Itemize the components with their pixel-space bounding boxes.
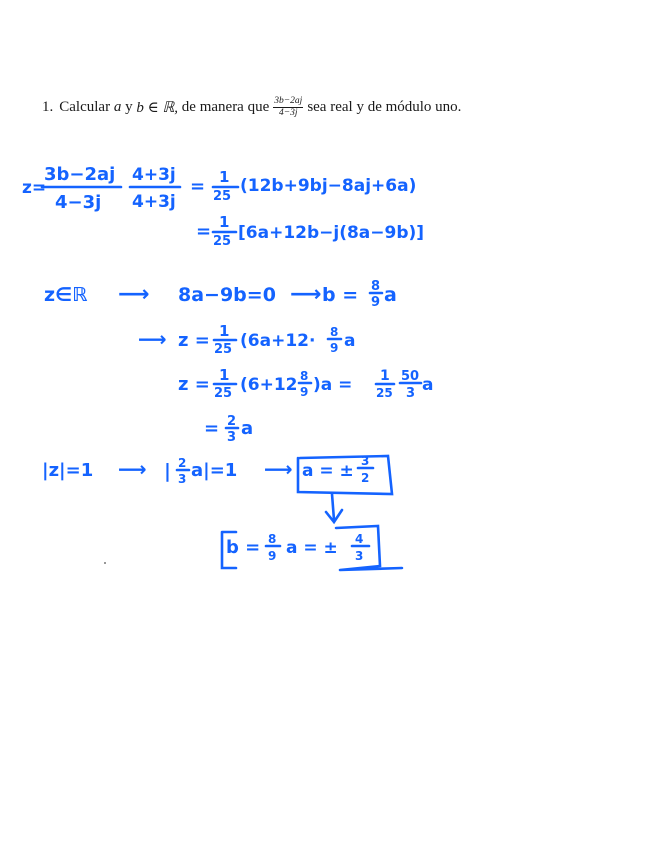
hw-b-frac-den: 9 — [371, 295, 381, 310]
hw-coef4-den: 25 — [214, 386, 233, 401]
hw-z-lhs: z= — [22, 178, 47, 198]
hw-a-3: a — [241, 418, 254, 439]
hw-mod-three: 3 — [178, 472, 187, 486]
hw-mod-open: | — [164, 460, 171, 482]
hw-arrow-2: ⟶ — [290, 282, 322, 307]
hw-frac1-num: 3b−2aj — [44, 164, 116, 185]
hw-frac-8-num-1: 8 — [330, 325, 339, 339]
hw-frac-9-den-1: 9 — [330, 341, 339, 355]
hw-frac-50-den: 3 — [406, 386, 416, 401]
hw-arrow-1: ⟶ — [118, 282, 150, 307]
hw-b-res-mid: a = ± — [286, 538, 338, 558]
hw-arrow-5: ⟶ — [264, 457, 293, 481]
hw-mod-eq: |z|=1 — [42, 460, 94, 481]
problem-text-before: Calcular — [59, 99, 111, 115]
hw-expr3: (6a+12· — [240, 331, 316, 351]
hw-coef3-den: 25 — [214, 342, 233, 357]
problem-fraction-numerator: 3b−2aj — [274, 96, 303, 106]
hw-frac2-num: 4+3j — [132, 165, 176, 185]
hw-a-result: a = ± — [302, 461, 354, 481]
stray-dot — [104, 562, 106, 564]
hw-coef5-den: 25 — [376, 386, 393, 400]
problem-var-b-set: b ∈ ℝ, — [136, 100, 179, 116]
hw-b-res-8: 8 — [268, 532, 277, 546]
hw-coef5-num: 1 — [380, 368, 390, 384]
hw-real-cond: z∈ℝ — [44, 284, 88, 306]
hw-frac-9-den-2: 9 — [300, 385, 309, 399]
hw-coef4-num: 1 — [219, 366, 230, 384]
hw-arrow-3: ⟶ — [138, 327, 167, 351]
hw-frac-50-num: 50 — [401, 369, 420, 384]
hw-mod-two: 2 — [178, 456, 187, 470]
hw-eq-2: = — [196, 221, 212, 242]
problem-text-middle: de manera que — [181, 99, 270, 115]
problem-var-a: a — [113, 99, 122, 115]
hw-coef2-den: 25 — [213, 234, 232, 249]
hw-expr4-open: (6+12 — [240, 375, 298, 395]
hw-a-res-den: 2 — [361, 471, 370, 485]
hw-mod-close: a|=1 — [191, 460, 238, 481]
hw-eq-1: = — [190, 176, 206, 197]
hw-z-eq-1: z = — [178, 330, 210, 351]
hw-coef1-den: 25 — [213, 189, 232, 204]
hw-coef2-num: 1 — [219, 213, 230, 231]
problem-fraction-denominator: 4−3j — [279, 108, 298, 118]
hw-b-eq: b = — [322, 284, 359, 306]
hw-b-res-num: 4 — [355, 532, 364, 546]
hw-a-2: a — [422, 375, 434, 395]
problem-text-after: sea real y de módulo uno. — [307, 99, 462, 115]
hw-frac1-den: 4−3j — [55, 192, 102, 213]
hw-b-res-den: 3 — [355, 549, 364, 563]
hw-a-1: a — [344, 331, 356, 351]
b-result-box — [336, 526, 402, 570]
down-arrow — [326, 494, 342, 522]
hw-expr2: [6a+12b−j(8a−9b)] — [238, 223, 425, 243]
hw-b-frac-num: 8 — [371, 279, 381, 294]
hw-frac-8-num-2: 8 — [300, 369, 309, 383]
hw-three-den: 3 — [227, 430, 237, 445]
hw-real-eq: 8a−9b=0 — [178, 284, 276, 306]
hw-a-res-num: 3 — [361, 454, 370, 468]
hw-two-num: 2 — [227, 414, 237, 429]
hw-arrow-4: ⟶ — [118, 457, 147, 481]
hw-b-res-9: 9 — [268, 549, 277, 563]
hw-expr4-close: )a = — [313, 375, 353, 395]
problem-number: 1. — [42, 99, 54, 115]
hw-z-eq-2: z = — [178, 374, 210, 395]
hw-coef1-num: 1 — [219, 168, 230, 186]
problem-and: y — [125, 99, 133, 115]
hw-b-result: b = — [226, 537, 261, 558]
hw-b-a: a — [384, 284, 397, 306]
hw-eq-3: = — [204, 418, 220, 439]
hw-frac2-den: 4+3j — [132, 192, 176, 212]
hw-coef3-num: 1 — [219, 322, 230, 340]
hw-expr1: (12b+9bj−8aj+6a) — [240, 176, 417, 196]
